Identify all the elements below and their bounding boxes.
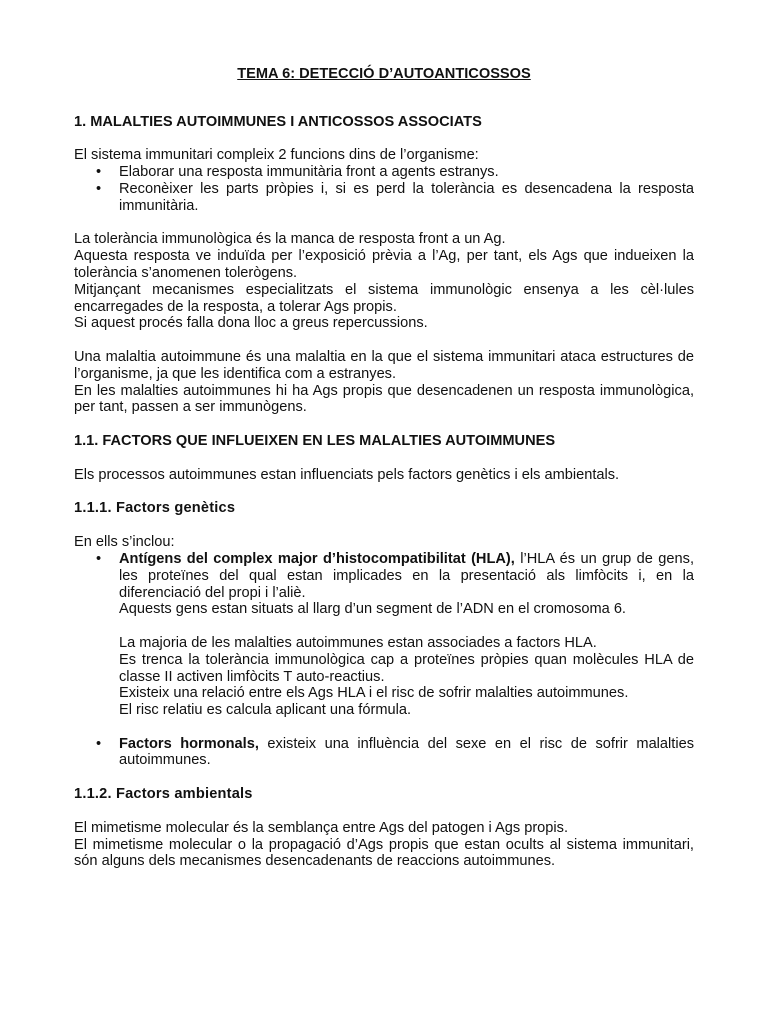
hla-sub-line: El risc relatiu es calcula aplicant una fórmula. [119,702,412,719]
hormonal-term: Factors hormonals, [119,735,259,752]
hla-term: Antígens del complex major d’histocompatibilitat (HLA), [119,550,515,567]
hla-location-text: Aquests gens estan situats al llarg d’un segment de l’ADN en el cromosoma 6. [119,601,626,618]
list-item-text: Elaborar una resposta immunitària front a agents estranys. [119,164,499,181]
paragraph-tolerance-failure: Si aquest procés falla dona lloc a greus repercussions. [74,315,428,332]
bullet-icon: • [96,164,102,181]
hla-sub-line: Es trenca la tolerància immunològica cap a proteïnes pròpies quan molècules HLA de classe II activen limfòcits T auto-reactius. [119,651,694,685]
spacer [74,97,694,114]
document-title: TEMA 6: DETECCIÓ D’AUTOANTICOSSOS [237,66,531,82]
section-1-1-paragraph: Els processos autoimmunes estan influenciats pels factors genètics i els ambientals. [74,466,620,483]
paragraph-autoimmune-definition: Una malaltia autoimmune és una malaltia en la que el sistema immunitari ataca estructures de l’organisme, ja que les identifica com a estranyes. [74,348,694,382]
document-page [74,66,694,870]
list-item-text: Reconèixer les parts pròpies i, si es perd la tolerància es desencadena la resposta immunitària. [119,180,694,214]
section-1-1-heading: 1.1. FACTORS QUE INFLUEIXEN EN LES MALALTIES AUTOIMMUNES [74,432,556,449]
section-1-1-1-intro: En ells s’inclou: [74,534,175,551]
hla-description: l’HLA és un grup de gens, les proteïnes del qual estan implicades en la presentació als limfòcits i, en la diferenciació del propi i l’aliè. [119,550,694,601]
hla-sub-line: Existeix una relació entre els Ags HLA i el risc de sofrir malalties autoimmunes. [119,685,629,702]
paragraph-molecular-mimicry: El mimetisme molecular és la semblança entre Ags del patogen i Ags propis. [74,819,568,836]
section-1-1-1-heading: 1.1.1. Factors genètics [74,500,236,517]
paragraph-autoimmune-antigens: En les malalties autoimmunes hi ha Ags propis que desencadenen un resposta immunològica, per tant, passen a ser immunògens. [74,382,694,416]
list-item [74,181,694,215]
spacer [74,416,694,433]
spacer [74,332,694,349]
spacer [74,719,694,736]
section-1-heading: 1. MALALTIES AUTOIMMUNES I ANTICOSSOS ASSOCIATS [74,113,482,130]
section-1-bullet-list [74,164,694,214]
paragraph-tolerance-definition: La tolerància immunològica és la manca de resposta front a un Ag. [74,231,506,248]
bullet-icon: • [96,180,102,197]
list-item [74,164,694,181]
list-item [74,551,694,618]
spacer [74,484,694,501]
paragraph-tolerance-induction: Aquesta resposta ve induïda per l’exposició prèvia a l’Ag, per tant, els Ags que indueixen la tolerància s’anomenen tolerògens. [74,248,694,281]
spacer [74,215,694,232]
spacer [74,618,694,635]
hla-subparagraph [74,635,694,719]
bullet-icon: • [96,550,102,567]
paragraph-tolerance-mechanisms: Mitjançant mecanismes especialitzats el sistema immunològic ensenya a les cèl·lules encarregades de la resposta, a tolerar Ags propis. [74,281,694,315]
hla-sub-line: La majoria de les malalties autoimmunes estan associades a factors HLA. [119,634,597,651]
hormonal-factors-list [74,736,694,770]
bullet-icon: • [96,735,102,752]
section-1-intro: El sistema immunitari compleix 2 funcions dins de l’organisme: [74,147,479,164]
hormonal-description: existeix una influència del sexe en el risc de sofrir malalties autoimmunes. [119,735,694,769]
spacer [74,769,694,786]
paragraph-mimicry-mechanisms: El mimetisme molecular o la propagació d’Ags propis que estan ocults al sistema immunitari, són alguns dels mecanismes desencadenants de reaccions autoimmunes. [74,836,694,870]
list-item [74,736,694,770]
section-1-1-2-heading: 1.1.2. Factors ambientals [74,786,253,803]
genetic-factors-list [74,551,694,618]
